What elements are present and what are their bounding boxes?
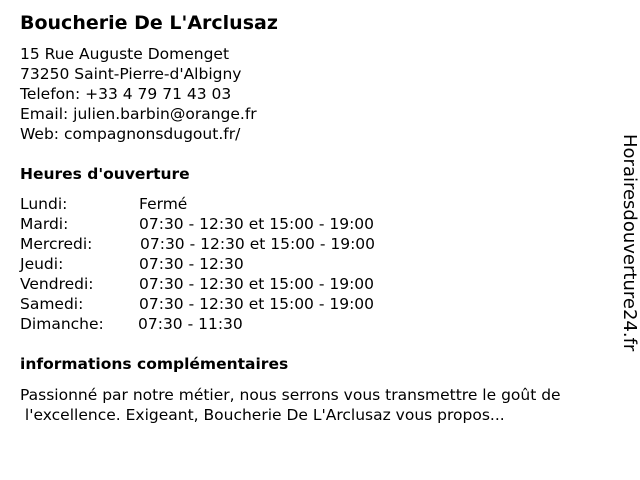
day-label: Samedi: [20,295,84,313]
time-value: 07:30 - 12:30 et 15:00 - 19:00 [139,295,375,313]
business-name: Boucherie De L'Arclusaz [20,12,278,34]
time-value: 07:30 - 12:30 [139,255,244,273]
day-label: Vendredi: [20,275,94,293]
hours-heading: Heures d'ouverture [20,165,190,183]
address-city: 73250 Saint-Pierre-d'Albigny [20,65,242,83]
time-value: 07:30 - 12:30 et 15:00 - 19:00 [139,275,375,293]
web-line[interactable]: Web: compagnonsdugout.fr/ [20,125,241,143]
time-value: 07:30 - 12:30 et 15:00 - 19:00 [139,215,375,233]
description [20,385,561,425]
time-value: 07:30 - 11:30 [138,315,243,333]
time-value: 07:30 - 12:30 et 15:00 - 19:00 [140,235,376,253]
description-line-1: Passionné par notre métier, nous serrons vous transmettre le goût de [20,386,561,404]
description-line-2: l'excellence. Exigeant, Boucherie De L'Arclusaz vous propos... [20,406,505,424]
info-heading: informations complémentaires [20,355,289,373]
email-line[interactable]: Email: julien.barbin@orange.fr [20,105,257,123]
day-label: Jeudi: [20,255,64,273]
time-value: Fermé [139,195,188,213]
day-label: Mardi: [20,215,69,233]
day-label: Mercredi: [20,235,93,253]
day-label: Dimanche: [20,315,104,333]
address-street: 15 Rue Auguste Domenget [20,45,230,63]
day-label: Lundi: [20,195,68,213]
phone-line[interactable]: Telefon: +33 4 79 71 43 03 [20,85,232,103]
site-watermark: Horairesdouverture24.fr [619,134,640,352]
contact-block [20,44,257,144]
